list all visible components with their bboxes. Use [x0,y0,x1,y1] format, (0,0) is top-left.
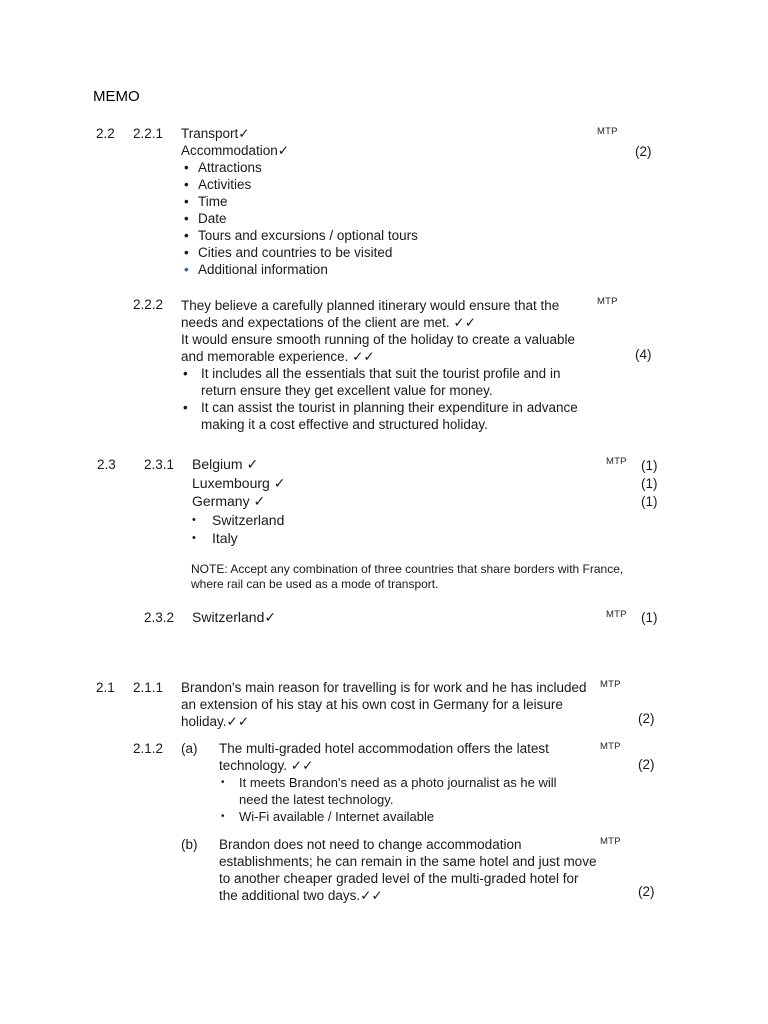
mtp-label: MTP [597,296,618,307]
question-number-2-3-2: 2.3.2 [144,610,175,625]
list-item: • It includes all the essentials that suit the tourist profile and in return ensure they get excellent value for money. [181,365,578,399]
answer-line: technology. ✓✓ [219,758,314,773]
answer-block-2-1-2-b [219,836,596,904]
mark-2-2-2: (4) [635,347,652,362]
list-item-line: return ensure they get excellent value for money. [201,383,493,398]
question-number-2-2-2: 2.2.2 [133,297,164,312]
answer-line: Germany ✓ [192,493,266,509]
mark-2-2-1: (2) [635,144,652,159]
question-number-2-2-1: 2.2.1 [133,126,164,141]
list-item-line: It meets Brandon's need as a photo journalist as he will [239,775,557,790]
mark: (1) [641,476,658,491]
mtp-label: MTP [600,836,621,847]
answer-block-2-2-1 [181,125,418,278]
list-item: • Date [181,210,418,227]
mark-2-1-2-b: (2) [638,884,655,899]
answer-line: Luxembourg ✓ [192,474,286,491]
subquestion-label-a: (a) [181,741,198,756]
answer-line: It would ensure smooth running of the holiday to create a valuable [181,332,575,347]
answer-line: to another cheaper graded level of the multi-graded hotel for [219,871,579,886]
list-item-line: making it a cost effective and structured holiday. [201,417,488,432]
mtp-label: MTP [600,741,621,752]
answer-block-2-3-1 [192,455,285,548]
answer-line: Brandon's main reason for travelling is for work and he has included [181,680,587,695]
answer-block-2-1-1 [181,679,587,730]
mtp-label: MTP [606,456,627,467]
mtp-label: MTP [606,609,627,620]
answer-bullet-list [192,511,285,548]
subquestion-label-b: (b) [181,837,198,852]
list-item-line: Wi-Fi available / Internet available [239,809,435,824]
answer-line: Transport✓ [181,126,250,141]
list-item: • Tours and excursions / optional tours [181,227,418,244]
list-item: • Time [181,193,418,210]
answer-line: Brandon does not need to change accommodation [219,837,522,852]
marks-2-3-1 [641,457,658,511]
question-number-2-1-2: 2.1.2 [133,741,164,756]
memo-note [191,562,623,592]
answer-block-2-2-2 [181,297,578,433]
section-number-2-2: 2.2 [96,126,115,141]
answer-bullet-list [181,159,418,278]
mark: (1) [641,494,658,509]
list-item: • Cities and countries to be visited [181,244,418,261]
section-number-2-1: 2.1 [96,680,115,695]
question-number-2-1-1: 2.1.1 [133,680,164,695]
list-item-line: It can assist the tourist in planning their expenditure in advance [201,400,578,415]
answer-line: establishments; he can remain in the same hotel and just move [219,854,597,869]
answer-line: The multi-graded hotel accommodation offers the latest [219,741,549,756]
list-item-line: It includes all the essentials that suit the tourist profile and in [201,366,561,381]
answer-line: Belgium ✓ [192,456,259,472]
section-number-2-3: 2.3 [97,457,116,472]
answer-line: an extension of his stay at his own cost in Germany for a leisure [181,697,563,712]
list-item: • Attractions [181,159,418,176]
answer-line: Accommodation✓ [181,143,290,158]
list-item: • It can assist the tourist in planning their expenditure in advance making it a cost effective and structured holiday. [183,400,578,432]
mtp-label: MTP [600,679,621,690]
answer-line: holiday.✓✓ [181,714,250,729]
answer-line: They believe a carefully planned itinerary would ensure that the [181,298,560,313]
answer-2-3-2: Switzerland✓ [192,609,277,625]
mark-2-1-2-a: (2) [638,757,655,772]
answer-line: and memorable experience. ✓✓ [181,349,375,364]
note-line: NOTE: Accept any combination of three countries that share borders with France, [191,562,624,576]
list-item: • Italy [192,529,285,548]
page-title: MEMO [93,88,140,105]
question-number-2-3-1: 2.3.1 [144,457,175,472]
list-item: • Wi-Fi available / Internet available [219,808,557,825]
answer-block-2-1-2-a [219,740,557,825]
mark: (1) [641,458,658,473]
mark-2-1-1: (2) [638,711,655,726]
list-item: • Activities [181,176,418,193]
answer-line: needs and expectations of the client are met. ✓✓ [181,315,477,330]
list-item: • Additional information [181,261,418,278]
list-item: • It meets Brandon's need as a photo journalist as he will need the latest technology. [221,775,557,807]
mtp-label: MTP [597,126,618,137]
list-item-line: need the latest technology. [239,792,394,807]
note-line: where rail can be used as a mode of transport. [191,577,439,591]
list-item: • Switzerland [192,511,285,530]
mark-2-3-2: (1) [641,610,658,625]
answer-line: the additional two days.✓✓ [219,888,383,903]
